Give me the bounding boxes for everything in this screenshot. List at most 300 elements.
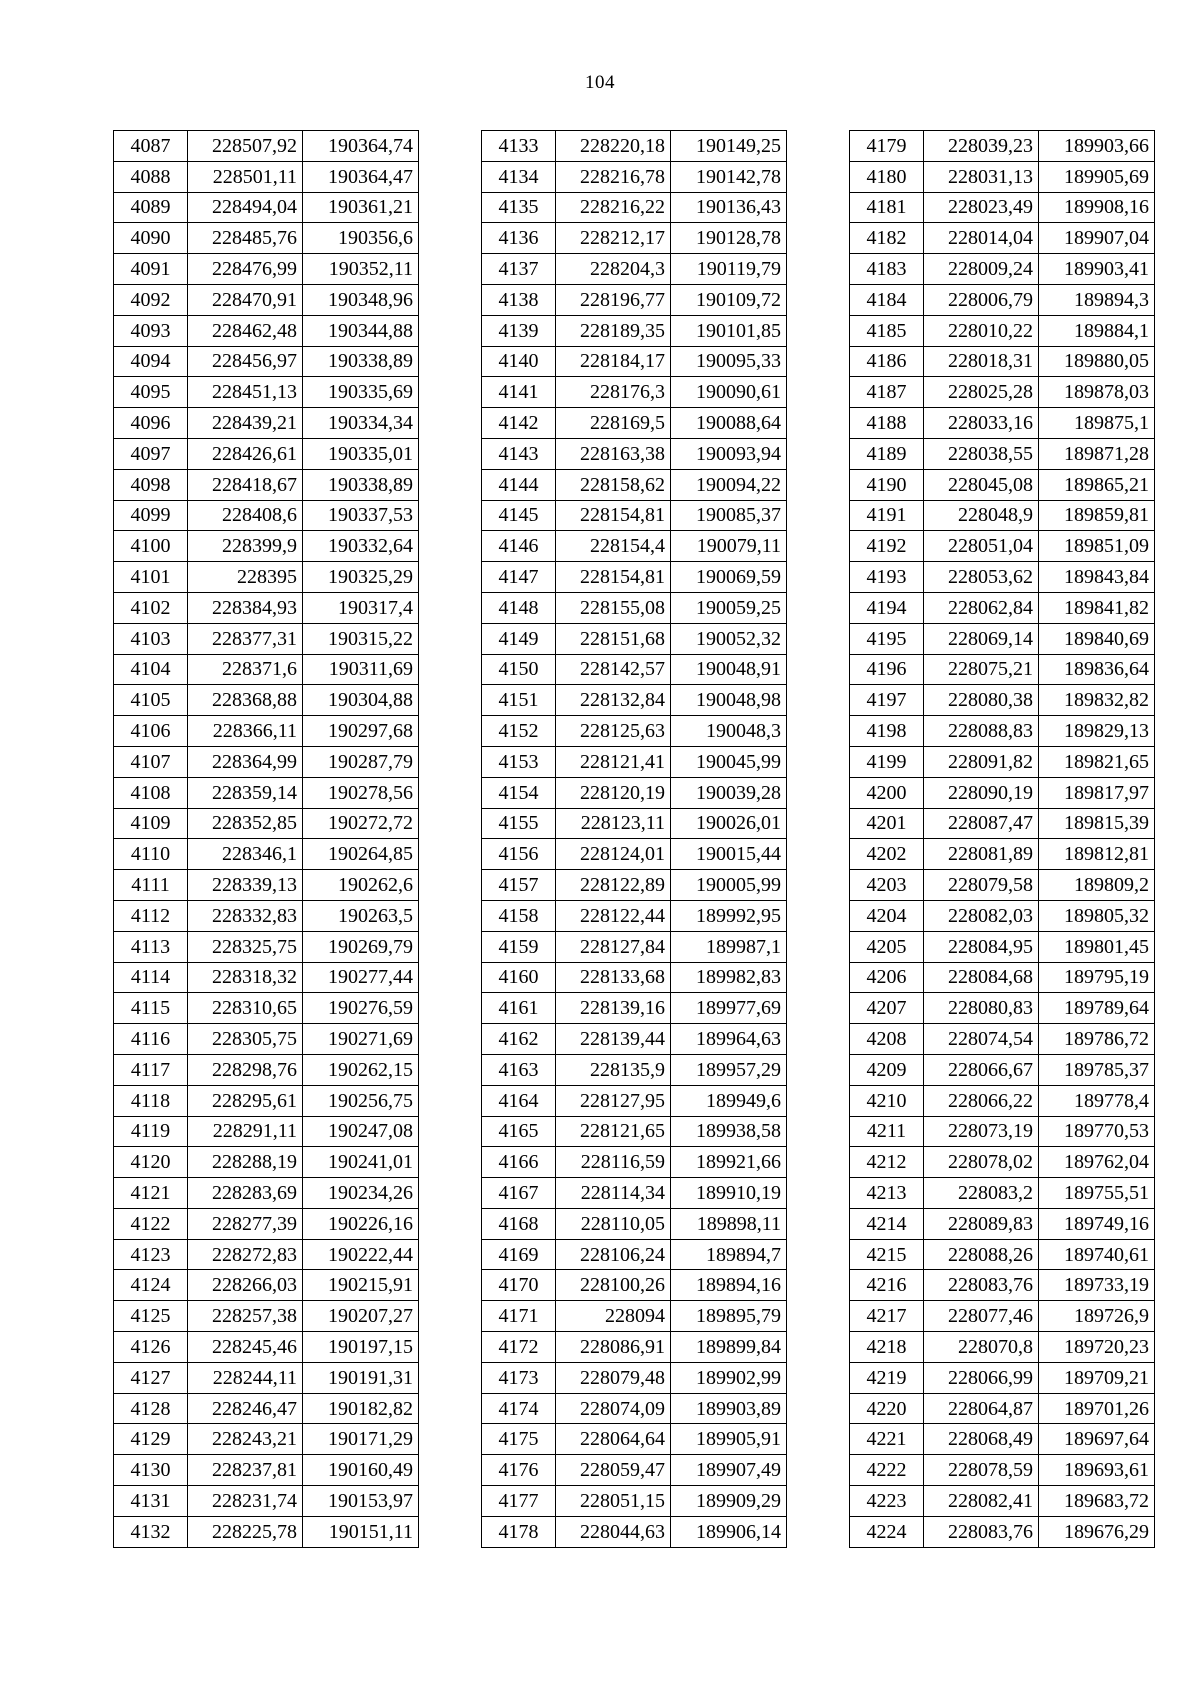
x-coordinate-cell: 228094 xyxy=(556,1301,671,1332)
x-coordinate-cell: 228318,32 xyxy=(188,962,303,993)
table-row xyxy=(482,192,787,223)
table-row xyxy=(482,1239,787,1270)
y-coordinate-cell: 190263,5 xyxy=(303,900,419,931)
table-row xyxy=(114,777,419,808)
table-row xyxy=(482,131,787,162)
point-number-cell: 4109 xyxy=(114,808,188,839)
x-coordinate-cell: 228399,9 xyxy=(188,531,303,562)
point-number-cell: 4096 xyxy=(114,408,188,439)
x-coordinate-cell: 228079,58 xyxy=(924,870,1039,901)
y-coordinate-cell: 189905,91 xyxy=(671,1424,787,1455)
point-number-cell: 4137 xyxy=(482,254,556,285)
point-number-cell: 4127 xyxy=(114,1362,188,1393)
table-row xyxy=(482,562,787,593)
point-number-cell: 4132 xyxy=(114,1516,188,1547)
y-coordinate-cell: 190247,08 xyxy=(303,1116,419,1147)
table-row xyxy=(482,1147,787,1178)
table-row xyxy=(482,962,787,993)
table-row xyxy=(114,746,419,777)
y-coordinate-cell: 190325,29 xyxy=(303,562,419,593)
y-coordinate-cell: 190160,49 xyxy=(303,1455,419,1486)
table-row xyxy=(850,1301,1155,1332)
x-coordinate-cell: 228139,16 xyxy=(556,993,671,1024)
point-number-cell: 4087 xyxy=(114,131,188,162)
x-coordinate-cell: 228204,3 xyxy=(556,254,671,285)
point-number-cell: 4116 xyxy=(114,1024,188,1055)
y-coordinate-cell: 190234,26 xyxy=(303,1178,419,1209)
x-coordinate-cell: 228078,59 xyxy=(924,1455,1039,1486)
x-coordinate-cell: 228059,47 xyxy=(556,1455,671,1486)
point-number-cell: 4185 xyxy=(850,315,924,346)
table-row xyxy=(850,408,1155,439)
point-number-cell: 4119 xyxy=(114,1116,188,1147)
point-number-cell: 4128 xyxy=(114,1393,188,1424)
y-coordinate-cell: 190241,01 xyxy=(303,1147,419,1178)
point-number-cell: 4158 xyxy=(482,900,556,931)
x-coordinate-cell: 228038,55 xyxy=(924,438,1039,469)
y-coordinate-cell: 189805,32 xyxy=(1039,900,1155,931)
point-number-cell: 4098 xyxy=(114,469,188,500)
table-row xyxy=(482,1054,787,1085)
table-row xyxy=(114,1393,419,1424)
point-number-cell: 4196 xyxy=(850,654,924,685)
y-coordinate-cell: 189894,16 xyxy=(671,1270,787,1301)
x-coordinate-cell: 228135,9 xyxy=(556,1054,671,1085)
table-row xyxy=(114,469,419,500)
x-coordinate-cell: 228220,18 xyxy=(556,131,671,162)
table-row xyxy=(114,993,419,1024)
table-row xyxy=(850,931,1155,962)
point-number-cell: 4204 xyxy=(850,900,924,931)
x-coordinate-cell: 228291,11 xyxy=(188,1116,303,1147)
table-row xyxy=(850,685,1155,716)
point-number-cell: 4182 xyxy=(850,223,924,254)
y-coordinate-cell: 189905,69 xyxy=(1039,161,1155,192)
x-coordinate-cell: 228069,14 xyxy=(924,623,1039,654)
point-number-cell: 4202 xyxy=(850,839,924,870)
table-row xyxy=(114,962,419,993)
x-coordinate-cell: 228014,04 xyxy=(924,223,1039,254)
table-row xyxy=(114,408,419,439)
x-coordinate-cell: 228384,93 xyxy=(188,592,303,623)
y-coordinate-cell: 190335,69 xyxy=(303,377,419,408)
x-coordinate-cell: 228246,47 xyxy=(188,1393,303,1424)
point-number-cell: 4163 xyxy=(482,1054,556,1085)
x-coordinate-cell: 228091,82 xyxy=(924,746,1039,777)
point-number-cell: 4183 xyxy=(850,254,924,285)
point-number-cell: 4184 xyxy=(850,284,924,315)
x-coordinate-cell: 228066,67 xyxy=(924,1054,1039,1085)
y-coordinate-cell: 190039,28 xyxy=(671,777,787,808)
y-coordinate-cell: 190311,69 xyxy=(303,654,419,685)
y-coordinate-cell: 190352,11 xyxy=(303,254,419,285)
table-row xyxy=(114,623,419,654)
point-number-cell: 4133 xyxy=(482,131,556,162)
y-coordinate-cell: 189898,11 xyxy=(671,1208,787,1239)
y-coordinate-cell: 189851,09 xyxy=(1039,531,1155,562)
point-number-cell: 4218 xyxy=(850,1332,924,1363)
y-coordinate-cell: 189709,21 xyxy=(1039,1362,1155,1393)
point-number-cell: 4191 xyxy=(850,500,924,531)
table-row xyxy=(114,1054,419,1085)
table-row xyxy=(114,1208,419,1239)
x-coordinate-cell: 228018,31 xyxy=(924,346,1039,377)
x-coordinate-cell: 228124,01 xyxy=(556,839,671,870)
point-number-cell: 4102 xyxy=(114,592,188,623)
point-number-cell: 4103 xyxy=(114,623,188,654)
x-coordinate-cell: 228080,38 xyxy=(924,685,1039,716)
x-coordinate-cell: 228127,84 xyxy=(556,931,671,962)
y-coordinate-cell: 190052,32 xyxy=(671,623,787,654)
y-coordinate-cell: 190269,79 xyxy=(303,931,419,962)
point-number-cell: 4140 xyxy=(482,346,556,377)
point-number-cell: 4151 xyxy=(482,685,556,716)
point-number-cell: 4161 xyxy=(482,993,556,1024)
point-number-cell: 4117 xyxy=(114,1054,188,1085)
x-coordinate-cell: 228451,13 xyxy=(188,377,303,408)
x-coordinate-cell: 228244,11 xyxy=(188,1362,303,1393)
y-coordinate-cell: 189832,82 xyxy=(1039,685,1155,716)
y-coordinate-cell: 189902,99 xyxy=(671,1362,787,1393)
x-coordinate-cell: 228310,65 xyxy=(188,993,303,1024)
point-number-cell: 4176 xyxy=(482,1455,556,1486)
y-coordinate-cell: 189795,19 xyxy=(1039,962,1155,993)
y-coordinate-cell: 189907,04 xyxy=(1039,223,1155,254)
table-row xyxy=(850,1393,1155,1424)
point-number-cell: 4197 xyxy=(850,685,924,716)
x-coordinate-cell: 228123,11 xyxy=(556,808,671,839)
y-coordinate-cell: 189909,29 xyxy=(671,1486,787,1517)
table-row xyxy=(114,1116,419,1147)
table-row xyxy=(850,1208,1155,1239)
point-number-cell: 4190 xyxy=(850,469,924,500)
x-coordinate-cell: 228163,38 xyxy=(556,438,671,469)
point-number-cell: 4189 xyxy=(850,438,924,469)
x-coordinate-cell: 228154,81 xyxy=(556,500,671,531)
point-number-cell: 4105 xyxy=(114,685,188,716)
y-coordinate-cell: 190026,01 xyxy=(671,808,787,839)
y-coordinate-cell: 190171,29 xyxy=(303,1424,419,1455)
x-coordinate-cell: 228507,92 xyxy=(188,131,303,162)
y-coordinate-cell: 189762,04 xyxy=(1039,1147,1155,1178)
x-coordinate-cell: 228100,26 xyxy=(556,1270,671,1301)
table-row xyxy=(850,1024,1155,1055)
point-number-cell: 4216 xyxy=(850,1270,924,1301)
table-row xyxy=(114,562,419,593)
point-number-cell: 4212 xyxy=(850,1147,924,1178)
table-row xyxy=(482,1270,787,1301)
table-row xyxy=(114,1362,419,1393)
table-row xyxy=(482,1116,787,1147)
table-row xyxy=(850,1332,1155,1363)
x-coordinate-cell: 228074,09 xyxy=(556,1393,671,1424)
table-row xyxy=(850,1116,1155,1147)
y-coordinate-cell: 190335,01 xyxy=(303,438,419,469)
y-coordinate-cell: 189812,81 xyxy=(1039,839,1155,870)
y-coordinate-cell: 189829,13 xyxy=(1039,716,1155,747)
x-coordinate-cell: 228305,75 xyxy=(188,1024,303,1055)
point-number-cell: 4174 xyxy=(482,1393,556,1424)
x-coordinate-cell: 228073,19 xyxy=(924,1116,1039,1147)
y-coordinate-cell: 189859,81 xyxy=(1039,500,1155,531)
x-coordinate-cell: 228377,31 xyxy=(188,623,303,654)
y-coordinate-cell: 189982,83 xyxy=(671,962,787,993)
table-row xyxy=(482,531,787,562)
x-coordinate-cell: 228062,84 xyxy=(924,592,1039,623)
point-number-cell: 4142 xyxy=(482,408,556,439)
point-number-cell: 4205 xyxy=(850,931,924,962)
point-number-cell: 4193 xyxy=(850,562,924,593)
y-coordinate-cell: 190297,68 xyxy=(303,716,419,747)
x-coordinate-cell: 228125,63 xyxy=(556,716,671,747)
x-coordinate-cell: 228151,68 xyxy=(556,623,671,654)
point-number-cell: 4171 xyxy=(482,1301,556,1332)
point-number-cell: 4168 xyxy=(482,1208,556,1239)
table-row xyxy=(850,1239,1155,1270)
point-number-cell: 4165 xyxy=(482,1116,556,1147)
y-coordinate-cell: 189992,95 xyxy=(671,900,787,931)
x-coordinate-cell: 228116,59 xyxy=(556,1147,671,1178)
table-row xyxy=(114,315,419,346)
point-number-cell: 4122 xyxy=(114,1208,188,1239)
point-number-cell: 4138 xyxy=(482,284,556,315)
table-row xyxy=(482,1332,787,1363)
point-number-cell: 4114 xyxy=(114,962,188,993)
point-number-cell: 4095 xyxy=(114,377,188,408)
table-row xyxy=(114,654,419,685)
table-row xyxy=(850,1486,1155,1517)
table-row xyxy=(850,346,1155,377)
y-coordinate-cell: 189894,3 xyxy=(1039,284,1155,315)
y-coordinate-cell: 190048,3 xyxy=(671,716,787,747)
x-coordinate-cell: 228114,34 xyxy=(556,1178,671,1209)
y-coordinate-cell: 190338,89 xyxy=(303,469,419,500)
x-coordinate-cell: 228023,49 xyxy=(924,192,1039,223)
point-number-cell: 4177 xyxy=(482,1486,556,1517)
y-coordinate-cell: 189755,51 xyxy=(1039,1178,1155,1209)
point-number-cell: 4134 xyxy=(482,161,556,192)
x-coordinate-cell: 228298,76 xyxy=(188,1054,303,1085)
table-row xyxy=(482,839,787,870)
table-row xyxy=(850,438,1155,469)
x-coordinate-cell: 228051,15 xyxy=(556,1486,671,1517)
y-coordinate-cell: 189726,9 xyxy=(1039,1301,1155,1332)
y-coordinate-cell: 189899,84 xyxy=(671,1332,787,1363)
table-row xyxy=(850,716,1155,747)
point-number-cell: 4153 xyxy=(482,746,556,777)
x-coordinate-cell: 228133,68 xyxy=(556,962,671,993)
y-coordinate-cell: 189903,89 xyxy=(671,1393,787,1424)
point-number-cell: 4214 xyxy=(850,1208,924,1239)
x-coordinate-cell: 228090,19 xyxy=(924,777,1039,808)
y-coordinate-cell: 190191,31 xyxy=(303,1362,419,1393)
coordinates-table-2 xyxy=(481,130,787,1548)
y-coordinate-cell: 189903,41 xyxy=(1039,254,1155,285)
table-row xyxy=(850,1085,1155,1116)
point-number-cell: 4170 xyxy=(482,1270,556,1301)
point-number-cell: 4203 xyxy=(850,870,924,901)
x-coordinate-cell: 228332,83 xyxy=(188,900,303,931)
table-row xyxy=(114,377,419,408)
x-coordinate-cell: 228371,6 xyxy=(188,654,303,685)
point-number-cell: 4144 xyxy=(482,469,556,500)
table-row xyxy=(114,284,419,315)
point-number-cell: 4208 xyxy=(850,1024,924,1055)
y-coordinate-cell: 189907,49 xyxy=(671,1455,787,1486)
point-number-cell: 4147 xyxy=(482,562,556,593)
point-number-cell: 4104 xyxy=(114,654,188,685)
table-row xyxy=(482,254,787,285)
x-coordinate-cell: 228456,97 xyxy=(188,346,303,377)
x-coordinate-cell: 228368,88 xyxy=(188,685,303,716)
point-number-cell: 4221 xyxy=(850,1424,924,1455)
x-coordinate-cell: 228132,84 xyxy=(556,685,671,716)
point-number-cell: 4100 xyxy=(114,531,188,562)
y-coordinate-cell: 189871,28 xyxy=(1039,438,1155,469)
point-number-cell: 4179 xyxy=(850,131,924,162)
y-coordinate-cell: 190337,53 xyxy=(303,500,419,531)
y-coordinate-cell: 189778,4 xyxy=(1039,1085,1155,1116)
x-coordinate-cell: 228418,67 xyxy=(188,469,303,500)
x-coordinate-cell: 228295,61 xyxy=(188,1085,303,1116)
table-row xyxy=(850,500,1155,531)
table-row xyxy=(114,716,419,747)
x-coordinate-cell: 228216,78 xyxy=(556,161,671,192)
table-row xyxy=(850,531,1155,562)
y-coordinate-cell: 190317,4 xyxy=(303,592,419,623)
table-row xyxy=(482,408,787,439)
x-coordinate-cell: 228155,08 xyxy=(556,592,671,623)
x-coordinate-cell: 228169,5 xyxy=(556,408,671,439)
point-number-cell: 4131 xyxy=(114,1486,188,1517)
y-coordinate-cell: 190059,25 xyxy=(671,592,787,623)
x-coordinate-cell: 228009,24 xyxy=(924,254,1039,285)
table-row xyxy=(482,777,787,808)
x-coordinate-cell: 228462,48 xyxy=(188,315,303,346)
x-coordinate-cell: 228346,1 xyxy=(188,839,303,870)
x-coordinate-cell: 228122,44 xyxy=(556,900,671,931)
point-number-cell: 4186 xyxy=(850,346,924,377)
y-coordinate-cell: 190045,99 xyxy=(671,746,787,777)
point-number-cell: 4126 xyxy=(114,1332,188,1363)
table-row xyxy=(850,870,1155,901)
x-coordinate-cell: 228025,28 xyxy=(924,377,1039,408)
y-coordinate-cell: 189770,53 xyxy=(1039,1116,1155,1147)
y-coordinate-cell: 190215,91 xyxy=(303,1270,419,1301)
y-coordinate-cell: 190348,96 xyxy=(303,284,419,315)
table-row xyxy=(482,1301,787,1332)
point-number-cell: 4155 xyxy=(482,808,556,839)
x-coordinate-cell: 228127,95 xyxy=(556,1085,671,1116)
point-number-cell: 4195 xyxy=(850,623,924,654)
x-coordinate-cell: 228039,23 xyxy=(924,131,1039,162)
table-row xyxy=(482,1178,787,1209)
table-row xyxy=(482,377,787,408)
point-number-cell: 4123 xyxy=(114,1239,188,1270)
table-row xyxy=(114,1085,419,1116)
x-coordinate-cell: 228110,05 xyxy=(556,1208,671,1239)
x-coordinate-cell: 228084,68 xyxy=(924,962,1039,993)
table-row xyxy=(850,192,1155,223)
x-coordinate-cell: 228074,54 xyxy=(924,1024,1039,1055)
table-row xyxy=(482,1516,787,1547)
x-coordinate-cell: 228045,08 xyxy=(924,469,1039,500)
x-coordinate-cell: 228079,48 xyxy=(556,1362,671,1393)
y-coordinate-cell: 190128,78 xyxy=(671,223,787,254)
y-coordinate-cell: 190277,44 xyxy=(303,962,419,993)
y-coordinate-cell: 190287,79 xyxy=(303,746,419,777)
y-coordinate-cell: 190278,56 xyxy=(303,777,419,808)
table-row xyxy=(114,685,419,716)
coordinates-table-1 xyxy=(113,130,419,1548)
x-coordinate-cell: 228352,85 xyxy=(188,808,303,839)
table-row xyxy=(850,1270,1155,1301)
table-row xyxy=(482,654,787,685)
y-coordinate-cell: 190142,78 xyxy=(671,161,787,192)
table-row xyxy=(114,531,419,562)
point-number-cell: 4180 xyxy=(850,161,924,192)
x-coordinate-cell: 228243,21 xyxy=(188,1424,303,1455)
x-coordinate-cell: 228122,89 xyxy=(556,870,671,901)
point-number-cell: 4166 xyxy=(482,1147,556,1178)
x-coordinate-cell: 228068,49 xyxy=(924,1424,1039,1455)
table-row xyxy=(482,870,787,901)
table-row xyxy=(114,900,419,931)
table-row xyxy=(850,254,1155,285)
x-coordinate-cell: 228277,39 xyxy=(188,1208,303,1239)
point-number-cell: 4222 xyxy=(850,1455,924,1486)
point-number-cell: 4211 xyxy=(850,1116,924,1147)
x-coordinate-cell: 228476,99 xyxy=(188,254,303,285)
table-row xyxy=(114,1301,419,1332)
table-row xyxy=(482,1024,787,1055)
y-coordinate-cell: 189821,65 xyxy=(1039,746,1155,777)
x-coordinate-cell: 228081,89 xyxy=(924,839,1039,870)
x-coordinate-cell: 228121,41 xyxy=(556,746,671,777)
point-number-cell: 4125 xyxy=(114,1301,188,1332)
point-number-cell: 4172 xyxy=(482,1332,556,1363)
point-number-cell: 4115 xyxy=(114,993,188,1024)
point-number-cell: 4088 xyxy=(114,161,188,192)
table-row xyxy=(114,161,419,192)
x-coordinate-cell: 228053,62 xyxy=(924,562,1039,593)
x-coordinate-cell: 228245,46 xyxy=(188,1332,303,1363)
table-row xyxy=(850,1178,1155,1209)
point-number-cell: 4120 xyxy=(114,1147,188,1178)
y-coordinate-cell: 189895,79 xyxy=(671,1301,787,1332)
x-coordinate-cell: 228212,17 xyxy=(556,223,671,254)
x-coordinate-cell: 228216,22 xyxy=(556,192,671,223)
point-number-cell: 4187 xyxy=(850,377,924,408)
table-row xyxy=(850,777,1155,808)
x-coordinate-cell: 228121,65 xyxy=(556,1116,671,1147)
x-coordinate-cell: 228237,81 xyxy=(188,1455,303,1486)
table-row xyxy=(850,808,1155,839)
y-coordinate-cell: 189789,64 xyxy=(1039,993,1155,1024)
x-coordinate-cell: 228283,69 xyxy=(188,1178,303,1209)
point-number-cell: 4219 xyxy=(850,1362,924,1393)
point-number-cell: 4164 xyxy=(482,1085,556,1116)
x-coordinate-cell: 228359,14 xyxy=(188,777,303,808)
x-coordinate-cell: 228225,78 xyxy=(188,1516,303,1547)
table-row xyxy=(850,377,1155,408)
table-row xyxy=(482,500,787,531)
y-coordinate-cell: 190264,85 xyxy=(303,839,419,870)
x-coordinate-cell: 228048,9 xyxy=(924,500,1039,531)
table-row xyxy=(850,623,1155,654)
y-coordinate-cell: 189817,97 xyxy=(1039,777,1155,808)
y-coordinate-cell: 189809,2 xyxy=(1039,870,1155,901)
